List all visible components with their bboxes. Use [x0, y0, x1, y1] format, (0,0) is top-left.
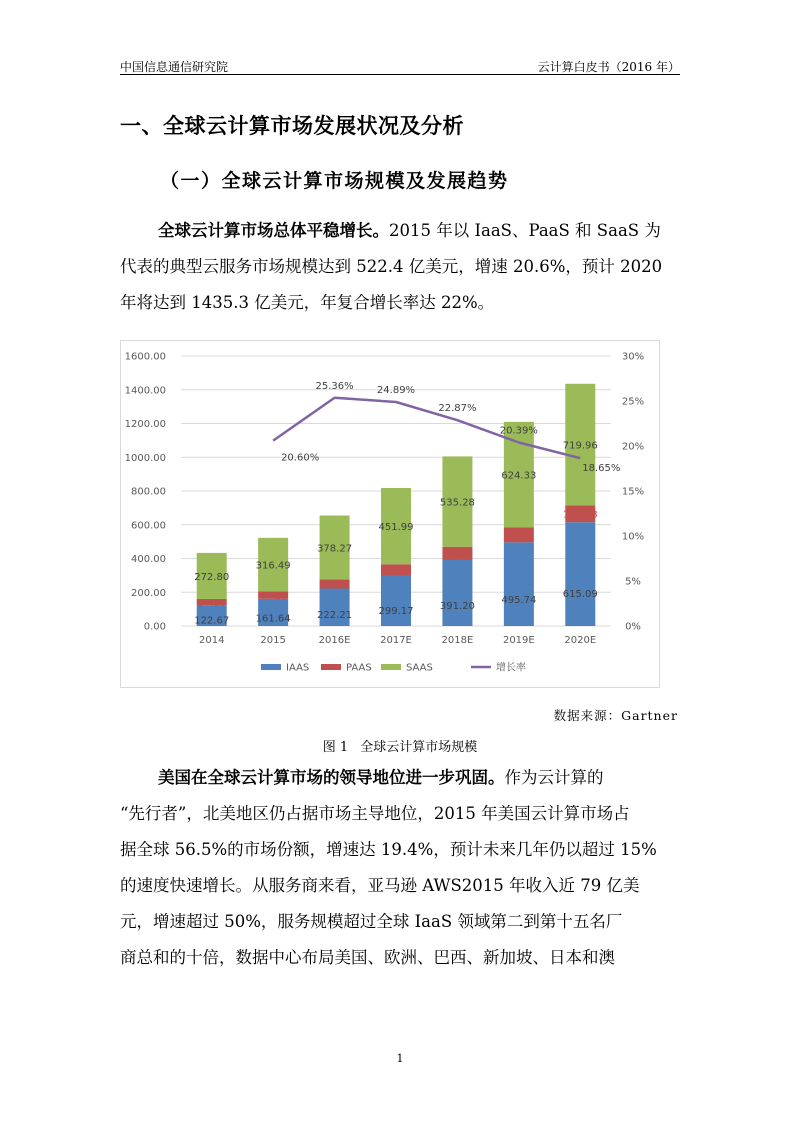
data-label-saas: 535.28: [439, 497, 475, 509]
x-tick-label: 2014: [198, 635, 225, 646]
y-right-tick-label: 0%: [625, 621, 641, 633]
y-left-tick-label: 200.00: [131, 587, 166, 599]
paragraph-line: 据全球 56.5%的市场份额，增速达 19.4%，预计未来几年仍以超过 15%: [120, 840, 657, 859]
paragraph-market-growth: [120, 213, 680, 321]
paragraph-lead: 美国在全球云计算市场的领导地位进一步巩固。: [158, 768, 505, 787]
legend-swatch: [381, 664, 401, 670]
data-label-paas: 100.23: [562, 509, 598, 521]
paragraph-line: 全球云计算市场总体平稳增长。2015 年以 IaaS、PaaS 和 SaaS 为: [158, 221, 661, 240]
x-tick-label: 2017E: [380, 635, 412, 646]
paragraph-line: 商总和的十倍，数据中心布局美国、欧洲、巴西、新加坡、日本和澳: [120, 948, 615, 967]
legend-label: SAAS: [406, 662, 433, 674]
paragraph-line: 美国在全球云计算市场的领导地位进一步巩固。作为云计算的: [158, 768, 604, 787]
data-label-iaas: 299.17: [378, 605, 414, 617]
y-right-tick-label: 5%: [625, 576, 641, 588]
x-tick-label: 2018E: [441, 635, 474, 646]
data-label-saas: 272.80: [194, 571, 230, 583]
y-right-tick-label: 25%: [621, 396, 645, 408]
paragraph-line: 的速度快速增长。从服务商来看，亚马逊 AWS2015 年收入近 79 亿美: [120, 876, 640, 895]
paragraph-lead: 全球云计算市场总体平稳增长。: [158, 221, 389, 240]
data-label-saas: 719.96: [562, 440, 598, 452]
paragraph-us-leadership: [120, 760, 680, 976]
figure-number: 图 1: [322, 740, 349, 755]
header-org: 中国信息通信研究院: [120, 60, 229, 74]
data-source: 数据来源：Gartner: [553, 708, 678, 723]
paragraph-line: 代表的典型云服务市场规模达到 522.4 亿美元，增速 20.6%，预计 2020: [120, 257, 663, 276]
data-label-saas: 624.33: [501, 470, 537, 482]
paragraph-line: “先行者”，北美地区仍占据市场主导地位，2015 年美国云计算市场占: [120, 804, 630, 823]
x-tick-label: 2016E: [318, 635, 351, 646]
y-left-tick-label: 1200.00: [124, 419, 166, 430]
figure-caption: [0, 736, 800, 755]
y-left-tick-label: 600.00: [131, 520, 166, 532]
legend-swatch: [321, 664, 341, 670]
data-label-iaas: 161.64: [255, 613, 291, 625]
paragraph-line: 元，增速超过 50%，服务规模超过全球 IaaS 领域第二到第十五名厂: [120, 912, 623, 931]
data-label-iaas: 495.74: [501, 595, 537, 607]
data-label-paas: 37.69: [197, 598, 227, 610]
y-left-tick-label: 1600.00: [124, 351, 166, 363]
y-left-tick-label: 0.00: [143, 621, 166, 633]
data-label-saas: 451.99: [378, 522, 414, 534]
y-left-tick-label: 800.00: [131, 486, 166, 498]
section-heading: 一、全球云计算市场发展状况及分析: [120, 114, 464, 138]
market-size-chart: [120, 340, 660, 688]
growth-rate-label: 20.39%: [499, 425, 538, 437]
legend-label: 增长率: [496, 662, 526, 674]
data-label-saas: 378.27: [317, 543, 353, 555]
data-label-iaas: 391.20: [439, 600, 475, 612]
header-doc-title: 云计算白皮书（2016 年）: [537, 60, 680, 74]
y-left-tick-label: 1400.00: [124, 385, 166, 397]
data-label-iaas: 222.21: [317, 610, 353, 622]
y-right-tick-label: 15%: [621, 486, 645, 498]
legend-label: PAAS: [346, 662, 372, 674]
bar-segment-iaas: [504, 542, 534, 626]
growth-rate-label: 20.60%: [281, 452, 320, 464]
page-number: 1: [396, 1052, 404, 1065]
data-label-paas: 89.64: [504, 530, 534, 542]
y-left-tick-label: 1000.00: [124, 452, 166, 464]
legend-label: IAAS: [286, 662, 310, 674]
growth-rate-label: 22.87%: [438, 403, 477, 415]
x-tick-label: 2020E: [564, 635, 597, 646]
data-label-paas: 78.38: [443, 549, 472, 561]
data-label-iaas: 615.09: [562, 588, 598, 600]
growth-rate-label: 24.89%: [376, 384, 416, 396]
y-right-tick-label: 10%: [621, 531, 645, 543]
x-tick-label: 2019E: [502, 635, 535, 646]
chart-svg: [121, 341, 659, 687]
x-tick-label: 2015: [260, 635, 286, 646]
data-label-paas: 54.35: [320, 579, 349, 591]
data-label-iaas: 122.67: [194, 615, 230, 627]
bar-segment-iaas: [381, 576, 411, 626]
bar-segment-iaas: [442, 560, 472, 626]
y-right-tick-label: 20%: [621, 441, 645, 453]
growth-rate-label: 18.65%: [582, 463, 621, 475]
y-right-tick-label: 30%: [621, 351, 645, 363]
data-label-paas: 44.25: [258, 590, 288, 602]
subsection-heading: （一）全球云计算市场规模及发展趋势: [160, 170, 509, 192]
page-header: [120, 54, 680, 75]
growth-rate-label: 25.36%: [315, 380, 354, 392]
paragraph-line: 年将达到 1435.3 亿美元，年复合增长率达 22%。: [120, 293, 495, 312]
data-label-paas: 66.66: [381, 565, 411, 577]
legend-swatch: [261, 664, 281, 670]
bar-segment-iaas: [565, 522, 595, 626]
y-left-tick-label: 400.00: [131, 554, 166, 565]
figure-title: 全球云计算市场规模: [360, 740, 478, 755]
data-label-saas: 316.49: [255, 560, 291, 572]
